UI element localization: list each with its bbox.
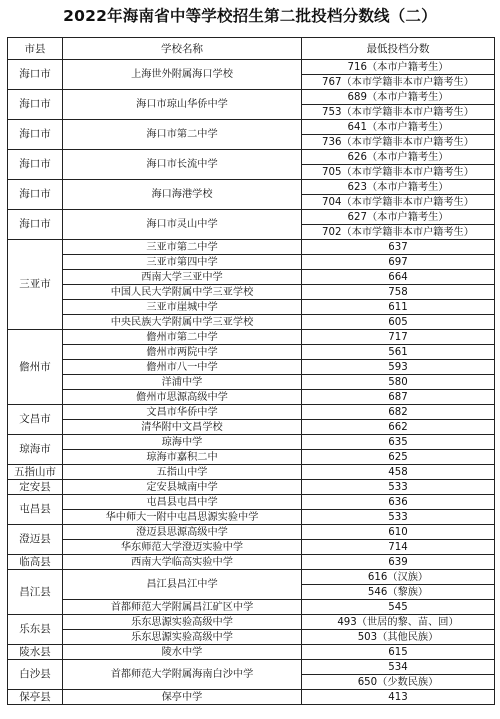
score-cell: 650（少数民族） xyxy=(302,675,495,690)
school-cell: 海口海港学校 xyxy=(63,180,302,210)
city-cell: 乐东县 xyxy=(8,615,63,645)
table-row xyxy=(8,540,495,555)
table-row xyxy=(8,180,495,195)
city-cell: 昌江县 xyxy=(8,570,63,615)
school-cell: 首都师范大学附属海南白沙中学 xyxy=(63,660,302,690)
school-cell: 澄迈县思源高级中学 xyxy=(63,525,302,540)
score-cell: 753（本市学籍非本市户籍考生） xyxy=(302,105,495,120)
school-cell: 三亚市崖城中学 xyxy=(63,300,302,315)
table-row xyxy=(8,270,495,285)
score-cell: 689（本市户籍考生） xyxy=(302,90,495,105)
city-cell: 五指山市 xyxy=(8,465,63,480)
table-row xyxy=(8,60,495,75)
score-cell: 534 xyxy=(302,660,495,675)
school-cell: 中央民族大学附属中学三亚学校 xyxy=(63,315,302,330)
table-row xyxy=(8,405,495,420)
table-row xyxy=(8,480,495,495)
score-cell: 533 xyxy=(302,480,495,495)
page-title: 2022年海南省中等学校招生第二批投档分数线（二） xyxy=(63,7,437,25)
city-cell: 陵水县 xyxy=(8,645,63,660)
school-cell: 文昌市华侨中学 xyxy=(63,405,302,420)
school-cell: 儋州市两院中学 xyxy=(63,345,302,360)
table-row xyxy=(8,465,495,480)
table-row xyxy=(8,450,495,465)
score-cell: 637 xyxy=(302,240,495,255)
table-row xyxy=(8,150,495,165)
table-row xyxy=(8,570,495,585)
table-row xyxy=(8,435,495,450)
table-row xyxy=(8,660,495,675)
school-cell: 陵水中学 xyxy=(63,645,302,660)
table-row xyxy=(8,240,495,255)
city-cell: 保亭县 xyxy=(8,690,63,705)
school-cell: 海口市第二中学 xyxy=(63,120,302,150)
table-row xyxy=(8,300,495,315)
score-cell: 767（本市学籍非本市户籍考生） xyxy=(302,75,495,90)
score-cell: 610 xyxy=(302,525,495,540)
score-cell: 627（本市户籍考生） xyxy=(302,210,495,225)
table-row xyxy=(8,345,495,360)
score-cell: 705（本市学籍非本市户籍考生） xyxy=(302,165,495,180)
header-school: 学校名称 xyxy=(63,38,302,60)
school-cell: 昌江县昌江中学 xyxy=(63,570,302,600)
school-cell: 清华附中文昌学校 xyxy=(63,420,302,435)
score-cell: 758 xyxy=(302,285,495,300)
table-row xyxy=(8,315,495,330)
table-row xyxy=(8,555,495,570)
score-cell: 611 xyxy=(302,300,495,315)
school-cell: 保亭中学 xyxy=(63,690,302,705)
city-cell: 琼海市 xyxy=(8,435,63,465)
table-row xyxy=(8,360,495,375)
city-cell: 儋州市 xyxy=(8,330,63,405)
table-header-row xyxy=(8,38,495,60)
score-cell: 533 xyxy=(302,510,495,525)
score-cell: 545 xyxy=(302,600,495,615)
table-row xyxy=(8,390,495,405)
school-cell: 乐东思源实验高级中学 xyxy=(63,630,302,645)
city-cell: 澄迈县 xyxy=(8,525,63,555)
school-cell: 中国人民大学附属中学三亚学校 xyxy=(63,285,302,300)
score-cell: 704（本市学籍非本市户籍考生） xyxy=(302,195,495,210)
score-cell: 503（其他民族） xyxy=(302,630,495,645)
table-row xyxy=(8,210,495,225)
school-cell: 海口市长流中学 xyxy=(63,150,302,180)
table-row xyxy=(8,420,495,435)
score-cell: 458 xyxy=(302,465,495,480)
school-cell: 五指山中学 xyxy=(63,465,302,480)
school-cell: 首都师范大学附属昌江矿区中学 xyxy=(63,600,302,615)
score-cell: 605 xyxy=(302,315,495,330)
score-cell: 641（本市户籍考生） xyxy=(302,120,495,135)
school-cell: 海口市灵山中学 xyxy=(63,210,302,240)
score-cell: 736（本市学籍非本市户籍考生） xyxy=(302,135,495,150)
city-cell: 定安县 xyxy=(8,480,63,495)
city-cell: 海口市 xyxy=(8,150,63,180)
score-cell: 697 xyxy=(302,255,495,270)
city-cell: 海口市 xyxy=(8,120,63,150)
score-cell: 580 xyxy=(302,375,495,390)
school-cell: 西南大学三亚中学 xyxy=(63,270,302,285)
header-city: 市县 xyxy=(8,38,63,60)
table-row xyxy=(8,330,495,345)
score-cell: 664 xyxy=(302,270,495,285)
score-cell: 625 xyxy=(302,450,495,465)
table-row xyxy=(8,645,495,660)
table-row xyxy=(8,285,495,300)
score-cell: 626（本市户籍考生） xyxy=(302,150,495,165)
city-cell: 海口市 xyxy=(8,210,63,240)
table-row xyxy=(8,120,495,135)
score-cell: 593 xyxy=(302,360,495,375)
city-cell: 临高县 xyxy=(8,555,63,570)
score-cell: 493（世居的黎、苗、回） xyxy=(302,615,495,630)
score-cell: 714 xyxy=(302,540,495,555)
city-cell: 海口市 xyxy=(8,180,63,210)
table-row xyxy=(8,525,495,540)
header-score: 最低投档分数 xyxy=(302,38,495,60)
school-cell: 西南大学临高实验中学 xyxy=(63,555,302,570)
table-row xyxy=(8,255,495,270)
school-cell: 琼海中学 xyxy=(63,435,302,450)
city-cell: 海口市 xyxy=(8,60,63,90)
school-cell: 华中师大一附中屯昌思源实验中学 xyxy=(63,510,302,525)
school-cell: 儋州市思源高级中学 xyxy=(63,390,302,405)
score-cell: 662 xyxy=(302,420,495,435)
table-row xyxy=(8,630,495,645)
school-cell: 屯昌县屯昌中学 xyxy=(63,495,302,510)
table-row xyxy=(8,90,495,105)
city-cell: 三亚市 xyxy=(8,240,63,330)
score-cell: 623（本市户籍考生） xyxy=(302,180,495,195)
school-cell: 洋浦中学 xyxy=(63,375,302,390)
school-cell: 华东师范大学澄迈实验中学 xyxy=(63,540,302,555)
school-cell: 定安县城南中学 xyxy=(63,480,302,495)
score-cell: 687 xyxy=(302,390,495,405)
score-cell: 639 xyxy=(302,555,495,570)
school-cell: 三亚市第四中学 xyxy=(63,255,302,270)
school-cell: 乐东思源实验高级中学 xyxy=(63,615,302,630)
city-cell: 屯昌县 xyxy=(8,495,63,525)
school-cell: 海口市琼山华侨中学 xyxy=(63,90,302,120)
table-body xyxy=(8,60,495,705)
school-cell: 儋州市第二中学 xyxy=(63,330,302,345)
score-cell: 561 xyxy=(302,345,495,360)
school-cell: 上海世外附属海口学校 xyxy=(63,60,302,90)
school-cell: 儋州市八一中学 xyxy=(63,360,302,375)
table-row xyxy=(8,375,495,390)
table-row xyxy=(8,615,495,630)
score-cell: 636 xyxy=(302,495,495,510)
score-cell: 702（本市学籍非本市户籍考生） xyxy=(302,225,495,240)
score-cell: 717 xyxy=(302,330,495,345)
score-cell: 413 xyxy=(302,690,495,705)
score-table xyxy=(7,37,495,705)
score-cell: 615 xyxy=(302,645,495,660)
score-cell: 682 xyxy=(302,405,495,420)
table-row xyxy=(8,495,495,510)
score-cell: 635 xyxy=(302,435,495,450)
city-cell: 文昌市 xyxy=(8,405,63,435)
score-cell: 716（本市户籍考生） xyxy=(302,60,495,75)
city-cell: 海口市 xyxy=(8,90,63,120)
table-row xyxy=(8,690,495,705)
city-cell: 白沙县 xyxy=(8,660,63,690)
table-row xyxy=(8,510,495,525)
school-cell: 琼海市嘉积二中 xyxy=(63,450,302,465)
school-cell: 三亚市第二中学 xyxy=(63,240,302,255)
table-row xyxy=(8,600,495,615)
score-cell: 616（汉族） xyxy=(302,570,495,585)
score-cell: 546（黎族） xyxy=(302,585,495,600)
